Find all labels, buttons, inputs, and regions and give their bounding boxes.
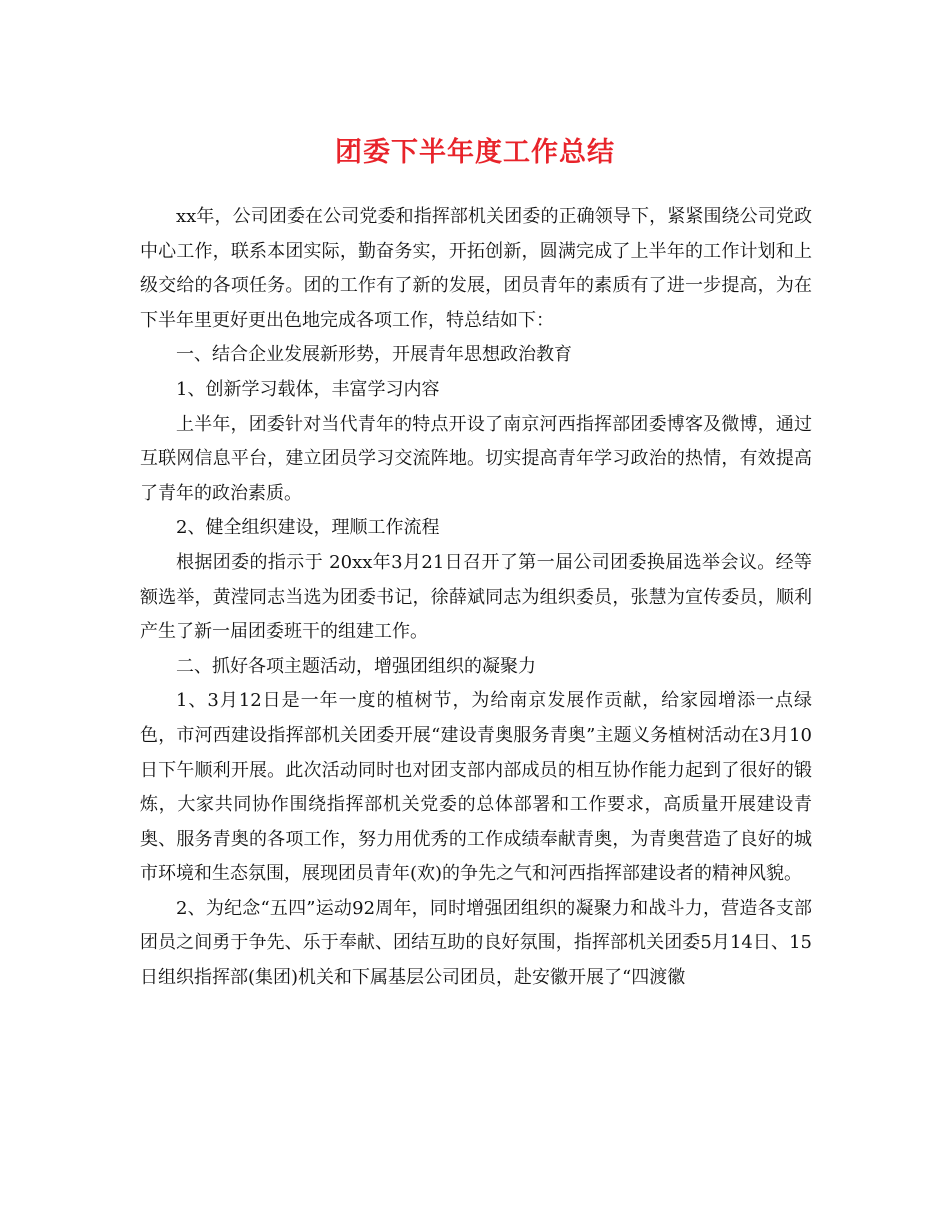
document-title: 团委下半年度工作总结 <box>335 137 615 168</box>
subheading-1-1: 1、创新学习载体，丰富学习内容 <box>176 378 440 400</box>
intro-paragraph: xx年，公司团委在公司党委和指挥部机关团委的正确领导下，紧紧围绕公司党政中心工作，联系本团实际，勤奋务实，开拓创新，圆满完成了上半年的工作计划和上级交给的各项任务。团的工作有了新的发展，团员青年的素质有了进一步提高，为在下半年里更好更出色地完成各项工作，特总结如下： <box>140 206 812 331</box>
paragraph-1-1: 上半年，团委针对当代青年的特点开设了南京河西指挥部团委博客及微博，通过互联网信息平台，建立团员学习交流阵地。切实提高青年学习政治的热情，有效提高了青年的政治素质。 <box>140 413 812 504</box>
section-heading-2: 二、抓好各项主题活动，增强团组织的凝聚力 <box>176 655 536 677</box>
subheading-1-2: 2、健全组织建设，理顺工作流程 <box>176 517 440 539</box>
section-heading-1: 一、结合企业发展新形势，开展青年思想政治教育 <box>176 344 572 366</box>
paragraph-2-1: 1、3月12日是一年一度的植树节，为给南京发展作贡献，给家园增添一点绿色，市河西建设指挥部机关团委开展“建设青奥服务青奥”主题义务植树活动在3月10日下午顺利开展。此次活动同时也对团支部内部成员的相互协作能力起到了很好的锻炼，大家共同协作围绕指挥部机关党委的总体部署和工作要求，高质量开展建设青奥、服务青奥的各项工作，努力用优秀的工作成绩奉献青奥，为青奥营造了良好的城市环境和生态氛围，展现团员青年(欢)的争先之气和河西指挥部建设者的精神风貌。 <box>140 690 812 885</box>
paragraph-1-2: 根据团委的指示于 20xx年3月21日召开了第一届公司团委换届选举会议。经等额选举，黄滢同志当选为团委书记，徐薛斌同志为组织委员，张慧为宣传委员，顺利产生了新一届团委班干的组建工作。 <box>140 551 812 643</box>
document-body <box>140 200 812 996</box>
paragraph-2-2: 2、为纪念“五四”运动92周年，同时增强团组织的凝聚力和战斗力，营造各支部团员之间勇于争先、乐于奉献、团结互助的良好氛围，指挥部机关团委5月14日、15日组织指挥部(集团)机关和下属基层公司团员，赴安徽开展了“四渡徽 <box>140 897 812 989</box>
